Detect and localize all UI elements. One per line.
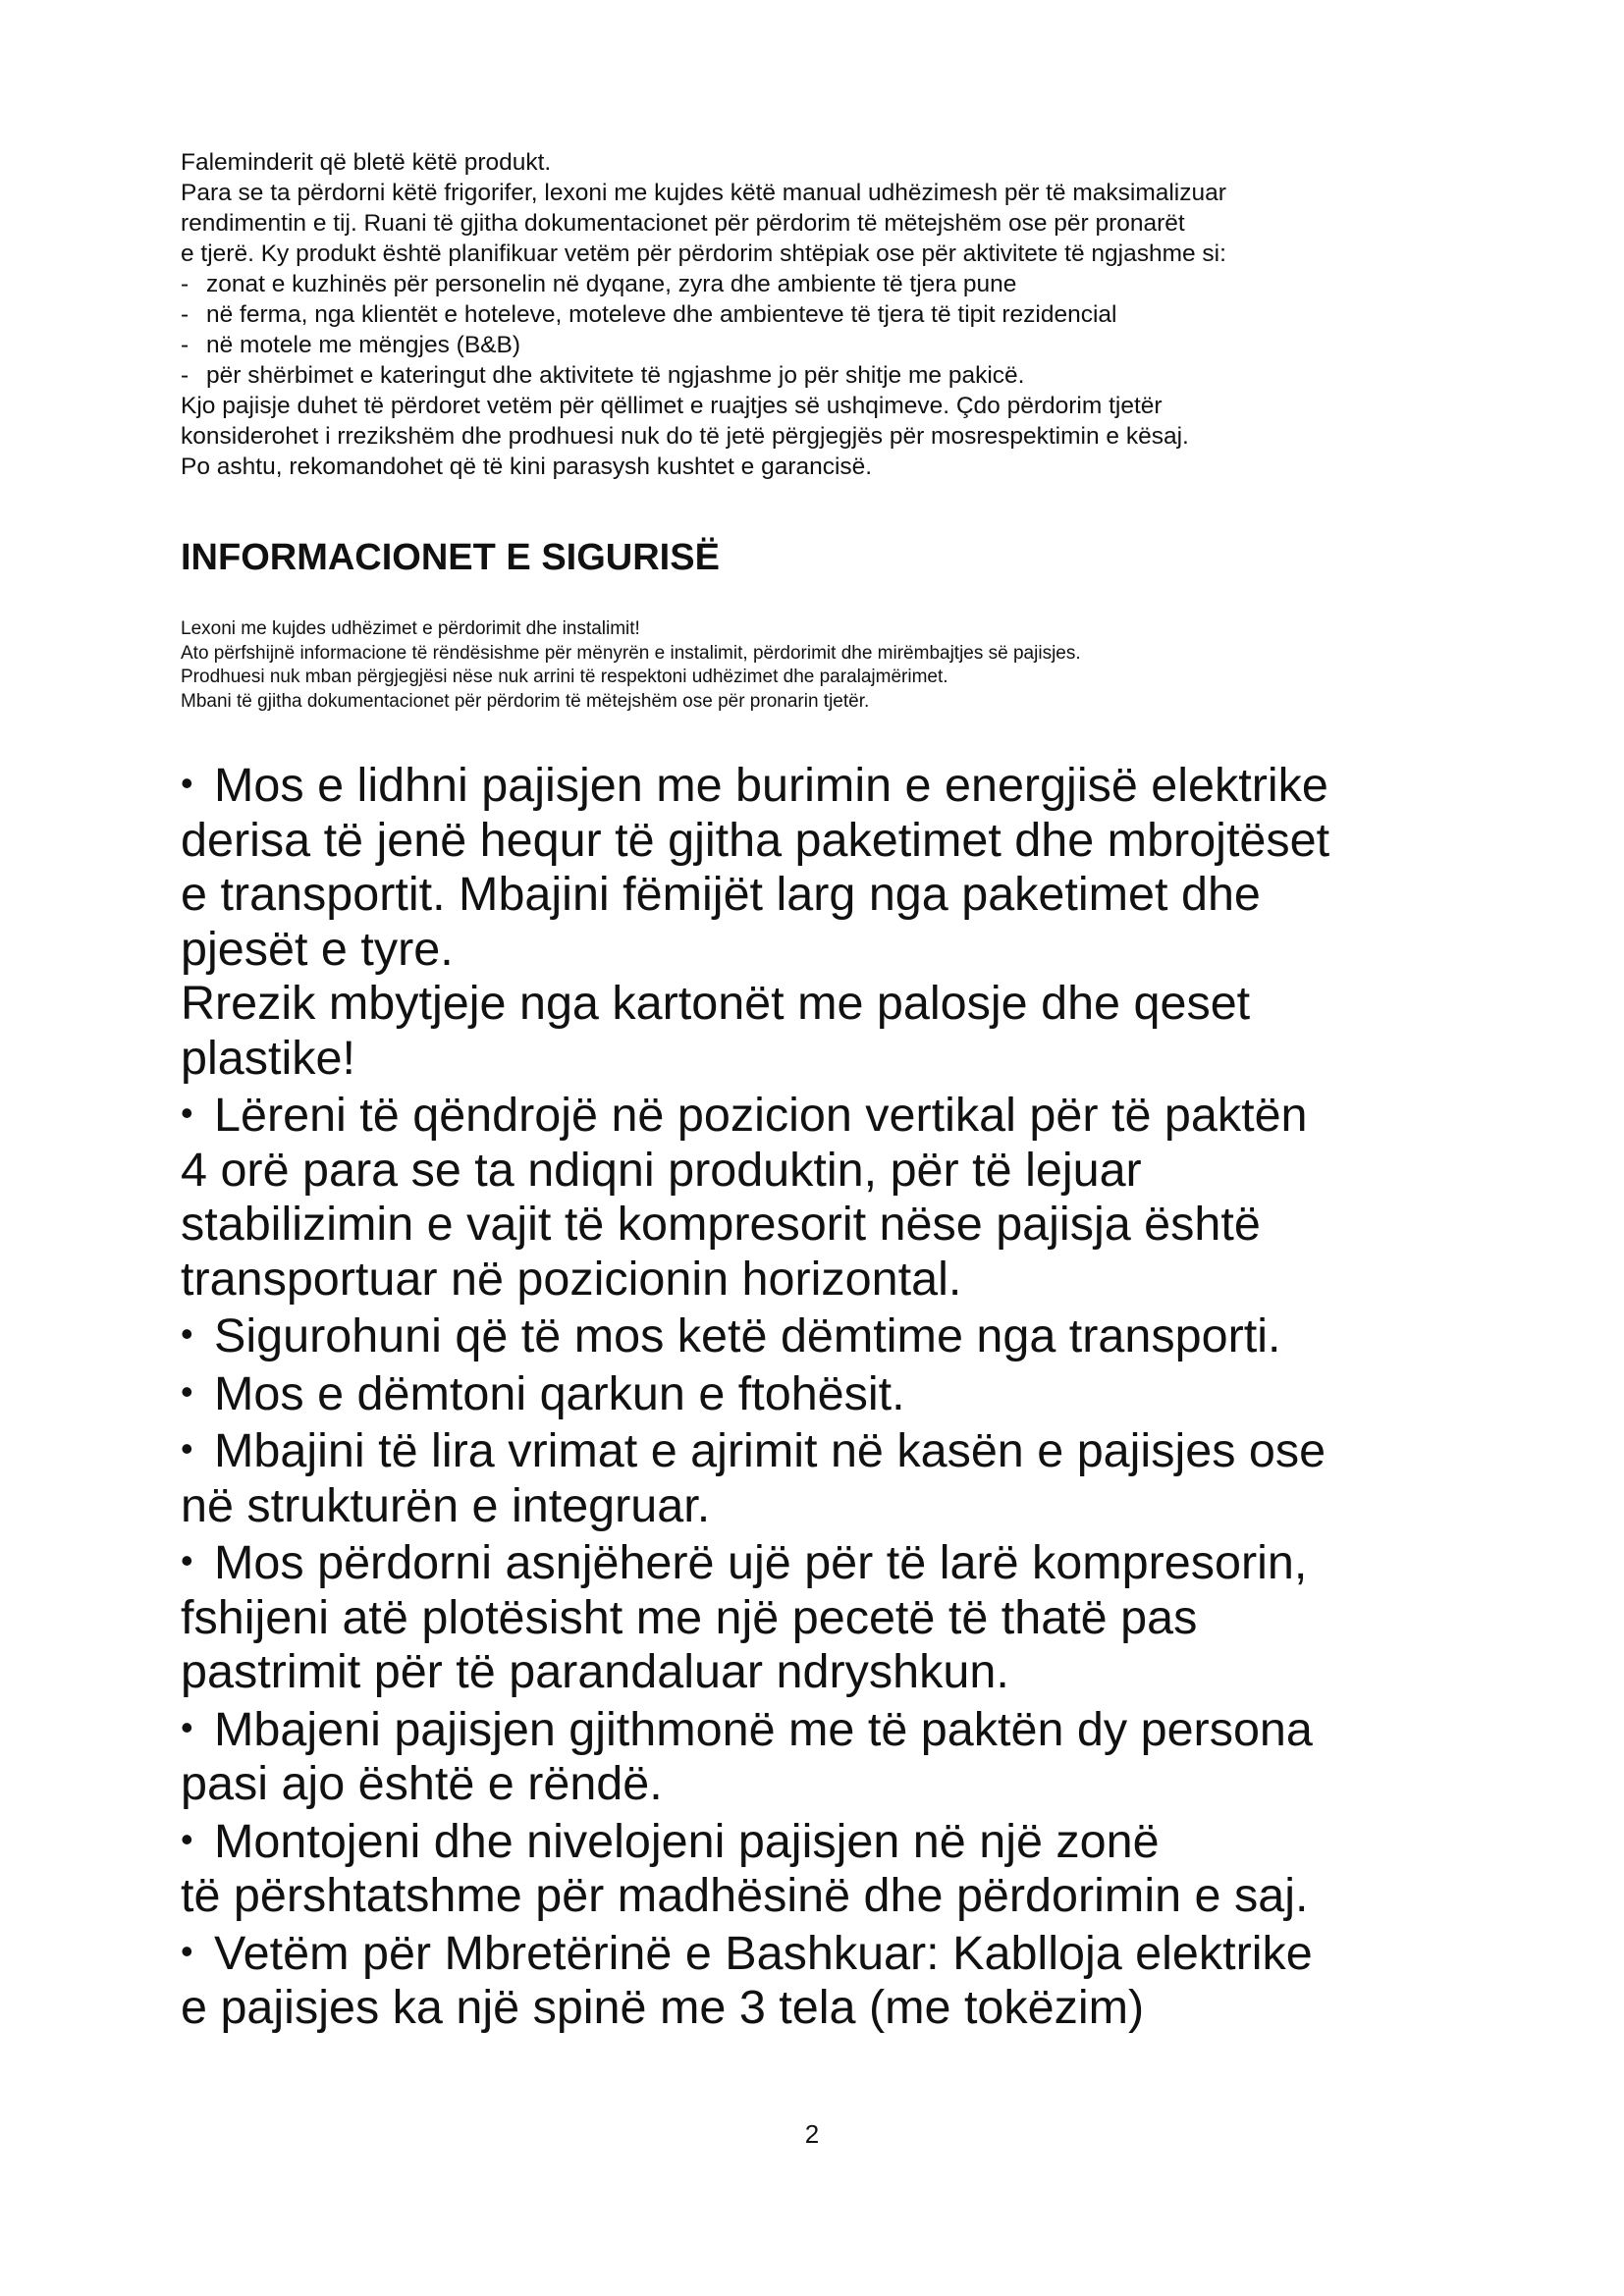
dash-marker: - <box>181 332 189 358</box>
safety-line: Mos e lidhni pajisjen me burimin e energjisë elektrike <box>214 759 1328 812</box>
intro-line: Para se ta përdorni këtë frigorifer, lexoni me kujdes këtë manual udhëzimesh për të maksimalizuar <box>181 180 1226 206</box>
section-heading: INFORMACIONET E SIGURISË <box>181 537 720 578</box>
intro-closing-line: Kjo pajisje duhet të përdoret vetëm për qëllimet e ruajtjes së ushqimeve. Çdo përdorim tjetër <box>181 393 1163 419</box>
intro-closing-line: Po ashtu, rekomandohet që të kini parasysh kushtet e garancisë. <box>181 454 873 480</box>
safety-item <box>181 1700 1447 1758</box>
intro-dash-item <box>181 269 1457 299</box>
safety-line: pastrimit për të parandaluar ndryshkun. <box>181 1645 1009 1698</box>
page-number: 2 <box>804 2119 820 2149</box>
safety-line: në strukturën e integruar. <box>181 1478 711 1532</box>
safety-line: Mbajeni pajisjen gjithmonë me të paktën dy persona <box>214 1702 1313 1756</box>
notice-line: Lexoni me kujdes udhëzimet e përdorimit dhe instalimit! <box>181 618 640 639</box>
intro-dash-item <box>181 360 1457 391</box>
notice-line: Mbani të gjitha dokumentacionet për përdorim të mëtejshëm ose për pronarin tjetër. <box>181 690 870 712</box>
intro-dash-item <box>181 330 1457 360</box>
safety-item <box>181 1364 1447 1422</box>
safety-line: 4 orë para se ta ndiqni produktin, për të lejuar <box>181 1143 1142 1197</box>
bullet-marker: • <box>181 1930 193 1971</box>
intro-closing-line: konsiderohet i rrezikshëm dhe prodhuesi nuk do të jetë përgjegjës për mosrespektimin e kësaj. <box>181 423 1189 450</box>
safety-item <box>181 1924 1447 1982</box>
safety-item <box>181 1533 1447 1591</box>
intro-dash-item <box>181 299 1457 330</box>
dash-marker: - <box>181 362 189 389</box>
safety-line: Lëreni të qëndrojë në pozicion vertikal për të paktën <box>214 1089 1308 1142</box>
bullet-marker: • <box>181 1706 193 1747</box>
safety-line: stabilizimin e vajit të kompresorit nëse pajisja është <box>181 1198 1261 1251</box>
intro-line: e tjerë. Ky produkt është planifikuar vetëm për përdorim shtëpiak ose për aktivitete të ngjashme si: <box>181 240 1226 267</box>
safety-item <box>181 1307 1447 1364</box>
intro-dash-text: në motele me mëngjes (B&B) <box>206 332 520 358</box>
document-page <box>181 147 1457 2036</box>
safety-item <box>181 756 1447 814</box>
safety-line: Mbajini të lira vrimat e ajrimit në kasën e pajisjes ose <box>214 1424 1326 1477</box>
intro-line: Faleminderit që bletë këtë produkt. <box>181 149 552 176</box>
bullet-marker: • <box>181 763 193 803</box>
safety-line: Montojeni dhe nivelojeni pajisjen në një zonë <box>214 1814 1160 1868</box>
bullet-marker: • <box>181 1093 193 1133</box>
dash-marker: - <box>181 271 189 297</box>
safety-line: Vetëm për Mbretërinë e Bashkuar: Kablloja elektrike <box>214 1926 1313 1980</box>
intro-line: rendimentin e tij. Ruani të gjitha dokumentacionet për përdorim të mëtejshëm ose për pronarët <box>181 210 1185 237</box>
intro-section <box>181 147 1457 482</box>
safety-line: transportuar në pozicionin horizontal. <box>181 1252 962 1306</box>
safety-line: Mos e dëmtoni qarkun e ftohësit. <box>214 1366 905 1420</box>
safety-line: fshijeni atë plotësisht me një pecetë të thatë pas <box>181 1590 1198 1644</box>
safety-line: të përshtatshme për madhësinë dhe përdorimin e saj. <box>181 1869 1309 1922</box>
bullet-marker: • <box>181 1313 193 1354</box>
bullet-marker: • <box>181 1428 193 1468</box>
safety-line: e transportit. Mbajini fëmijët larg nga paketimet dhe <box>181 868 1261 921</box>
intro-dash-text: në ferma, nga klientët e hoteleve, moteleve dhe ambienteve të tjera të tipit rezidencial <box>206 301 1117 328</box>
bullet-marker: • <box>181 1540 193 1580</box>
safety-item <box>181 1812 1447 1870</box>
notice-line: Prodhuesi nuk mban përgjegjësi nëse nuk arrini të respektoni udhëzimet dhe paralajmërimet. <box>181 667 948 687</box>
safety-list <box>181 756 1447 2036</box>
safety-line: e pajisjes ka një spinë me 3 tela (me tokëzim) <box>181 1981 1145 2034</box>
safety-item <box>181 1421 1447 1479</box>
notice-section <box>181 617 1457 714</box>
safety-line: derisa të jenë hequr të gjitha paketimet dhe mbrojtëset <box>181 813 1330 867</box>
safety-line: pasi ajo është e rëndë. <box>181 1757 663 1810</box>
dash-marker: - <box>181 301 189 328</box>
safety-line: Sigurohuni që të mos ketë dëmtime nga transporti. <box>214 1309 1281 1362</box>
safety-item <box>181 1086 1447 1144</box>
bullet-marker: • <box>181 1818 193 1859</box>
bullet-marker: • <box>181 1370 193 1412</box>
notice-line: Ato përfshijnë informacione të rëndësishme për mënyrën e instalimit, përdorimit dhe mirëmbajtjes së pajisjes. <box>181 642 1081 664</box>
safety-line: Rrezik mbytjeje nga kartonët me palosje dhe qeset <box>181 977 1251 1030</box>
safety-line: Mos përdorni asnjëherë ujë për të larë kompresorin, <box>214 1536 1308 1589</box>
intro-dash-text: zonat e kuzhinës për personelin në dyqane, zyra dhe ambiente të tjera pune <box>206 271 1017 297</box>
safety-line: plastike! <box>181 1031 355 1085</box>
intro-dash-text: për shërbimet e kateringut dhe aktivitete të ngjashme jo për shitje me pakicë. <box>206 362 1025 389</box>
safety-line: pjesët e tyre. <box>181 922 454 976</box>
